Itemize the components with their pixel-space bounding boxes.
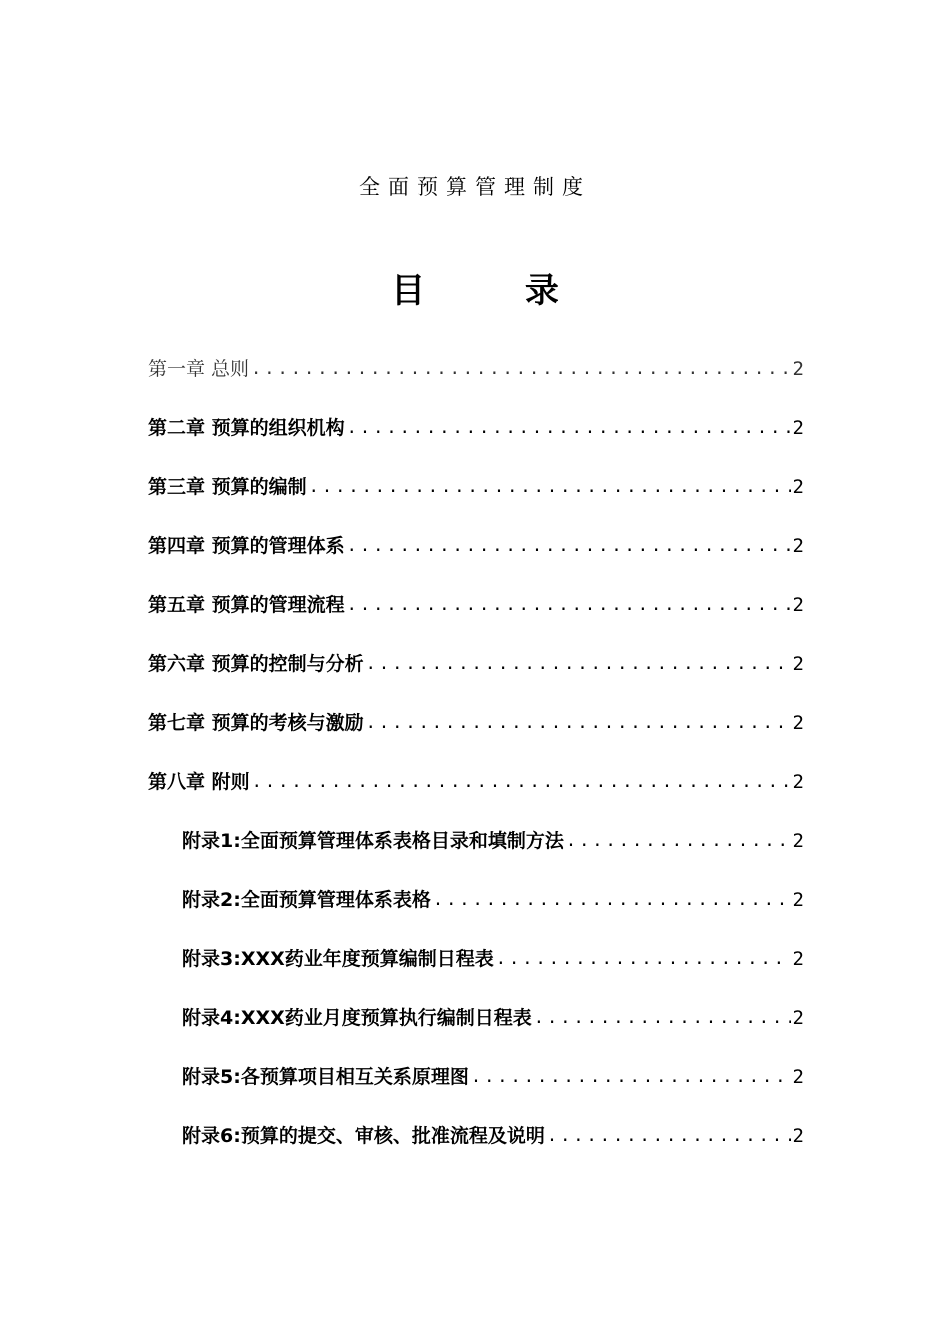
toc-entry-appendix-5[interactable] xyxy=(182,1058,804,1092)
toc-entry-chapter-3[interactable] xyxy=(148,468,804,502)
toc-entry-appendix-2[interactable] xyxy=(182,881,804,915)
toc-entry-chapter-4[interactable] xyxy=(148,527,804,561)
toc-entry-label: 第七章 预算的考核与激励 xyxy=(148,712,364,734)
toc-entry-label: 第四章 预算的管理体系 xyxy=(148,535,345,557)
toc-entry-chapter-2[interactable] xyxy=(148,409,804,443)
toc-entry-page: 2 xyxy=(792,535,804,557)
toc-entry-page: 2 xyxy=(792,1066,804,1088)
toc-entry-label: 附录6:预算的提交、审核、批准流程及说明 xyxy=(182,1125,545,1147)
toc-entry-label: 附录4:XXX药业月度预算执行编制日程表 xyxy=(182,1007,532,1029)
toc-entry-page: 2 xyxy=(792,1007,804,1029)
toc-leader-dots xyxy=(433,885,791,915)
toc-entry-label: 附录1:全面预算管理体系表格目录和填制方法 xyxy=(182,830,564,852)
document-title: 全面预算管理制度 xyxy=(359,175,591,199)
toc-entry-page: 2 xyxy=(792,948,804,970)
toc-entry-label: 第五章 预算的管理流程 xyxy=(148,594,345,616)
toc-entry-page: 2 xyxy=(792,889,804,911)
toc-entry-label: 第八章 附则 xyxy=(148,771,250,793)
toc-entry-chapter-8[interactable] xyxy=(148,763,804,797)
toc-entry-label: 第六章 预算的控制与分析 xyxy=(148,653,364,675)
toc-leader-dots xyxy=(347,590,791,620)
toc-entry-appendix-3[interactable] xyxy=(182,940,804,974)
toc-leader-dots xyxy=(347,531,791,561)
toc-entry-page: 2 xyxy=(792,1125,804,1147)
toc-leader-dots xyxy=(547,1121,791,1151)
toc-entry-chapter-1[interactable] xyxy=(148,350,804,384)
toc-entry-page: 2 xyxy=(792,712,804,734)
toc-entry-appendix-1[interactable] xyxy=(182,822,804,856)
toc-entry-chapter-5[interactable] xyxy=(148,586,804,620)
toc-entry-page: 2 xyxy=(792,476,804,498)
toc-entry-chapter-7[interactable] xyxy=(148,704,804,738)
toc-leader-dots xyxy=(496,944,791,974)
toc-entry-page: 2 xyxy=(792,417,804,439)
toc-entry-page: 2 xyxy=(792,771,804,793)
toc-entry-label: 第二章 预算的组织机构 xyxy=(148,417,345,439)
toc-entry-label: 第一章 总则 xyxy=(148,358,250,380)
toc-entry-label: 第三章 预算的编制 xyxy=(148,476,307,498)
toc-entry-page: 2 xyxy=(792,594,804,616)
toc-entry-page: 2 xyxy=(792,653,804,675)
toc-leader-dots xyxy=(252,767,791,797)
toc-leader-dots xyxy=(366,649,791,679)
toc-entry-chapter-6[interactable] xyxy=(148,645,804,679)
toc-entry-appendix-4[interactable] xyxy=(182,999,804,1033)
toc-leader-dots xyxy=(566,826,791,856)
toc-entry-page: 2 xyxy=(792,830,804,852)
toc-entry-label: 附录2:全面预算管理体系表格 xyxy=(182,889,431,911)
toc-entry-label: 附录5:各预算项目相互关系原理图 xyxy=(182,1066,469,1088)
toc-leader-dots xyxy=(347,413,791,443)
toc-heading: 目 录 xyxy=(391,271,603,311)
toc-leader-dots xyxy=(471,1062,791,1092)
toc-leader-dots xyxy=(534,1003,791,1033)
toc-leader-dots xyxy=(251,354,791,384)
toc-entry-page: 2 xyxy=(792,358,804,380)
toc-entry-appendix-6[interactable] xyxy=(182,1117,804,1151)
toc-leader-dots xyxy=(366,708,791,738)
toc-leader-dots xyxy=(309,472,791,502)
toc-entry-label: 附录3:XXX药业年度预算编制日程表 xyxy=(182,948,494,970)
